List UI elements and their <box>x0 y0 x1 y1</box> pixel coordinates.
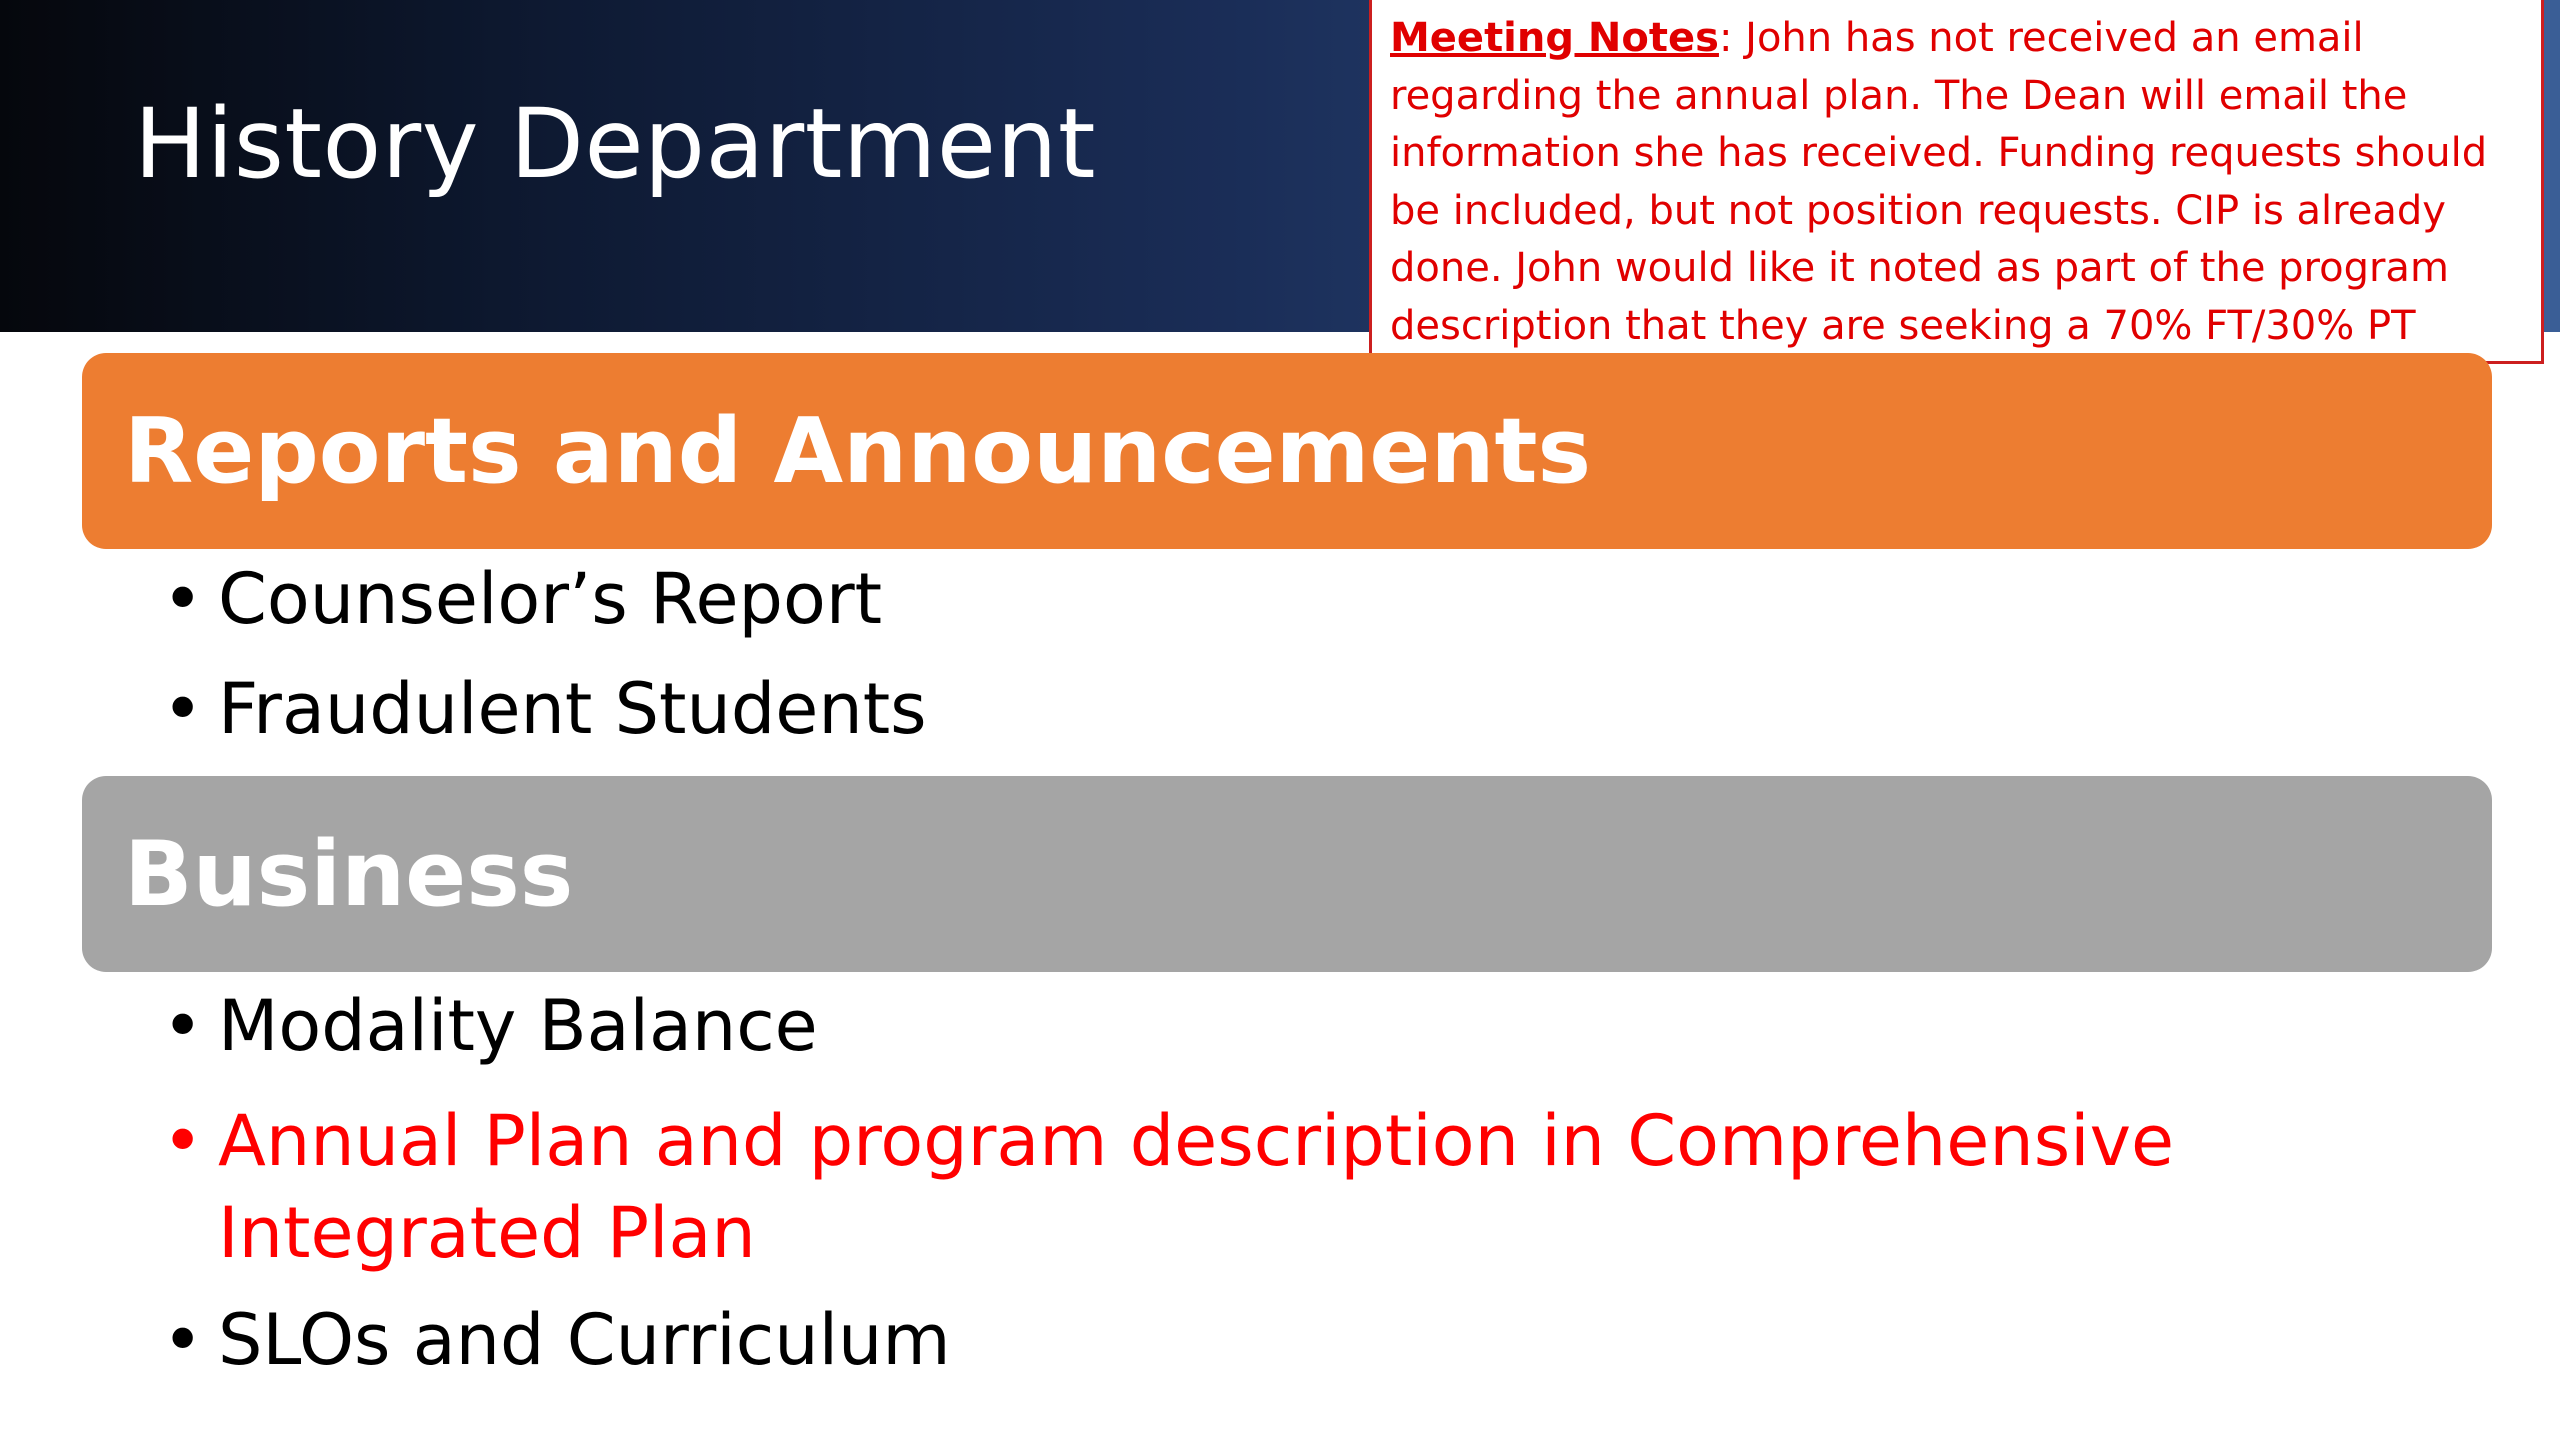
section-bar-reports <box>82 353 2492 549</box>
meeting-notes-label: Meeting Notes <box>1390 15 1719 61</box>
list-item-label: Modality Balance <box>218 985 818 1067</box>
reports-bullet-list <box>158 558 927 778</box>
section-title-reports: Reports and Announcements <box>124 398 1592 504</box>
bullet-icon: • <box>162 1299 204 1381</box>
bullet-icon: • <box>162 558 204 640</box>
list-item-modality-balance <box>158 985 2368 1095</box>
bullet-icon: • <box>162 1100 204 1182</box>
list-item-label: Counselor’s Report <box>218 558 883 640</box>
page-title: History Department <box>134 88 1096 200</box>
meeting-notes-text: : John has not received an email regarding the annual plan. The Dean will email the information she has received. Funding requests should be included, but not position requests. CIP is already done. John would like it noted as part of the program description that they are seeking a 70% FT/30% PT <box>1390 15 2488 349</box>
list-item-label: Fraudulent Students <box>218 668 927 750</box>
list-item-counselors-report <box>158 558 927 668</box>
business-bullet-list <box>158 985 2368 1409</box>
list-item-annual-plan <box>158 1095 2368 1299</box>
list-item-fraudulent-students <box>158 668 927 778</box>
bullet-icon: • <box>162 668 204 750</box>
section-bar-business <box>82 776 2492 972</box>
list-item-label: SLOs and Curriculum <box>218 1299 951 1381</box>
bullet-icon: • <box>162 985 204 1067</box>
list-item-label: Annual Plan and program description in Comprehensive Integrated Plan <box>218 1100 2175 1274</box>
list-item-slos-curriculum <box>158 1299 2368 1409</box>
section-title-business: Business <box>124 821 574 927</box>
meeting-notes-box <box>1369 0 2544 364</box>
